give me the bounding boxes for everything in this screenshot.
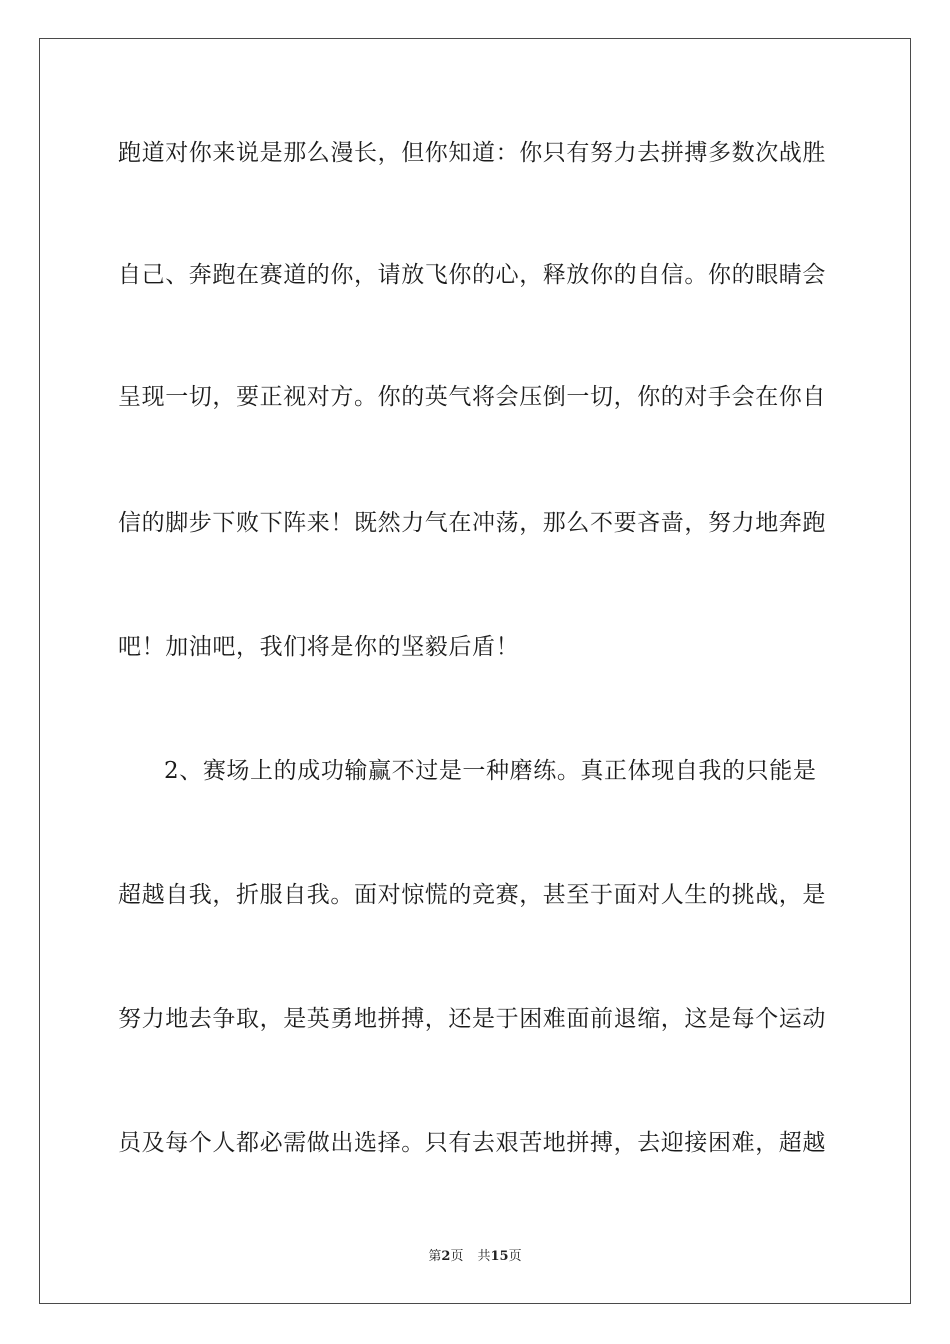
body-text-line: 员及每个人都必需做出选择。只有去艰苦地拼搏，去迎接困难，超越	[118, 1130, 826, 1156]
body-text-line: 自己、奔跑在赛道的你，请放飞你的心，释放你的自信。你的眼睛会	[118, 262, 826, 288]
page-footer	[0, 1248, 950, 1266]
footer-total-number: 15	[490, 1249, 509, 1264]
paragraph-2-first-line: 2、赛场上的成功输赢不过是一种磨练。真正体现自我的只能是	[164, 758, 817, 784]
footer-total-suffix: 页	[508, 1249, 522, 1264]
page-border	[39, 38, 911, 1304]
body-text-line: 信的脚步下败下阵来！既然力气在冲荡，那么不要吝啬，努力地奔跑	[118, 510, 826, 536]
body-text-line: 跑道对你来说是那么漫长，但你知道：你只有努力去拼搏多数次战胜	[118, 140, 826, 166]
body-text-line: 呈现一切，要正视对方。你的英气将会压倒一切，你的对手会在你自	[118, 384, 826, 410]
footer-page-number: 2	[441, 1249, 451, 1264]
body-text-line: 超越自我，折服自我。面对惊慌的竞赛，甚至于面对人生的挑战，是	[118, 882, 826, 908]
body-text-line: 吧！加油吧，我们将是你的坚毅后盾！	[118, 634, 520, 660]
footer-page-suffix: 页	[450, 1249, 464, 1264]
footer-page-prefix: 第	[428, 1249, 442, 1264]
footer-total-prefix: 共	[477, 1249, 491, 1264]
body-text-line: 努力地去争取，是英勇地拼搏，还是于困难面前退缩，这是每个运动	[118, 1006, 826, 1032]
